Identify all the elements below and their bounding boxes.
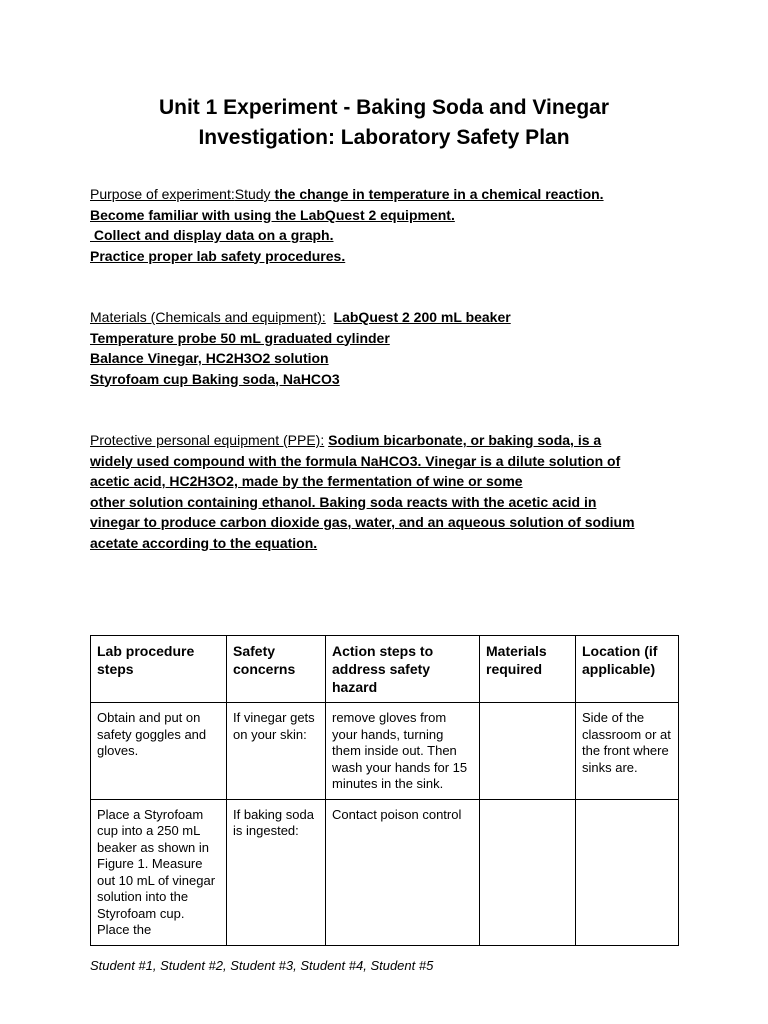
ppe-label: Protective personal equipment (PPE):	[90, 432, 325, 448]
header-action-steps: Action steps to address safety hazard	[326, 636, 480, 703]
cell-location	[576, 799, 679, 945]
title-line-1: Unit 1 Experiment - Baking Soda and Vinegar	[158, 96, 610, 119]
ppe-line-3: acetic acid, HC2H3O2, made by the fermentation of wine or some	[90, 473, 523, 489]
materials-section	[90, 307, 690, 389]
header-materials-required: Materials required	[480, 636, 576, 703]
ppe-line-6: acetate according to the equation.	[90, 534, 318, 551]
cell-procedure-step	[91, 799, 227, 945]
cell-location: Side of the classroom or at the front where sinks are.	[576, 703, 679, 800]
materials-line-1: LabQuest 2 200 mL beaker	[333, 309, 511, 325]
cell-safety-concern: If vinegar gets on your skin:	[227, 703, 326, 800]
table-header-row	[91, 636, 679, 703]
materials-label: Materials (Chemicals and equipment):	[90, 309, 326, 325]
cell-materials-required	[480, 703, 576, 800]
cell-procedure-step: Obtain and put on safety goggles and gloves.	[91, 703, 227, 800]
purpose-line-2: Become familiar with using the LabQuest 2 equipment.	[90, 206, 455, 223]
header-lab-procedure-steps: Lab procedure steps	[91, 636, 227, 703]
cell-action-step: remove gloves from your hands, turning them inside out. Then wash your hands for 15 minutes in the sink.	[326, 703, 480, 800]
ppe-line-2: widely used compound with the formula NaHCO3. Vinegar is a dilute solution of	[90, 452, 621, 469]
materials-line-2: Temperature probe 50 mL graduated cylinder	[90, 329, 390, 346]
safety-plan-table	[90, 635, 679, 946]
ppe-line-5: vinegar to produce carbon dioxide gas, water, and an aqueous solution of sodium	[90, 514, 635, 530]
document-title	[90, 93, 678, 153]
purpose-lead: Study	[234, 186, 275, 202]
ppe-section	[90, 430, 690, 553]
student-list-footer: Student #1, Student #2, Student #3, Student #4, Student #5	[90, 958, 434, 973]
header-safety-concerns: Safety concerns	[227, 636, 326, 703]
table-row	[91, 703, 679, 800]
purpose-section	[90, 184, 690, 266]
cell-materials-required	[480, 799, 576, 945]
header-location: Location (if applicable)	[576, 636, 679, 703]
materials-line-3: Balance Vinegar, HC2H3O2 solution	[90, 350, 329, 366]
title-line-2: Investigation: Laboratory Safety Plan	[198, 126, 570, 149]
table-row	[91, 799, 679, 945]
purpose-label: Purpose of experiment:	[90, 186, 235, 202]
ppe-line-4: other solution containing ethanol. Baking soda reacts with the acetic acid in	[90, 493, 597, 510]
cell-safety-concern: If baking soda is ingested:	[227, 799, 326, 945]
purpose-line-1: the change in temperature in a chemical reaction.	[274, 186, 604, 202]
ppe-line-1: Sodium bicarbonate, or baking soda, is a	[328, 432, 602, 448]
cell-action-step: Contact poison control	[326, 799, 480, 945]
purpose-line-4: Practice proper lab safety procedures.	[90, 247, 346, 264]
purpose-line-3: Collect and display data on a graph.	[90, 227, 334, 243]
cell-procedure-step-text: Place a Styrofoam cup into a 250 mL beaker as shown in Figure 1. Measure out 10 mL of vinegar solution into the Styrofoam cup. Place the	[97, 806, 216, 937]
materials-line-4: Styrofoam cup Baking soda, NaHCO3	[90, 370, 340, 387]
